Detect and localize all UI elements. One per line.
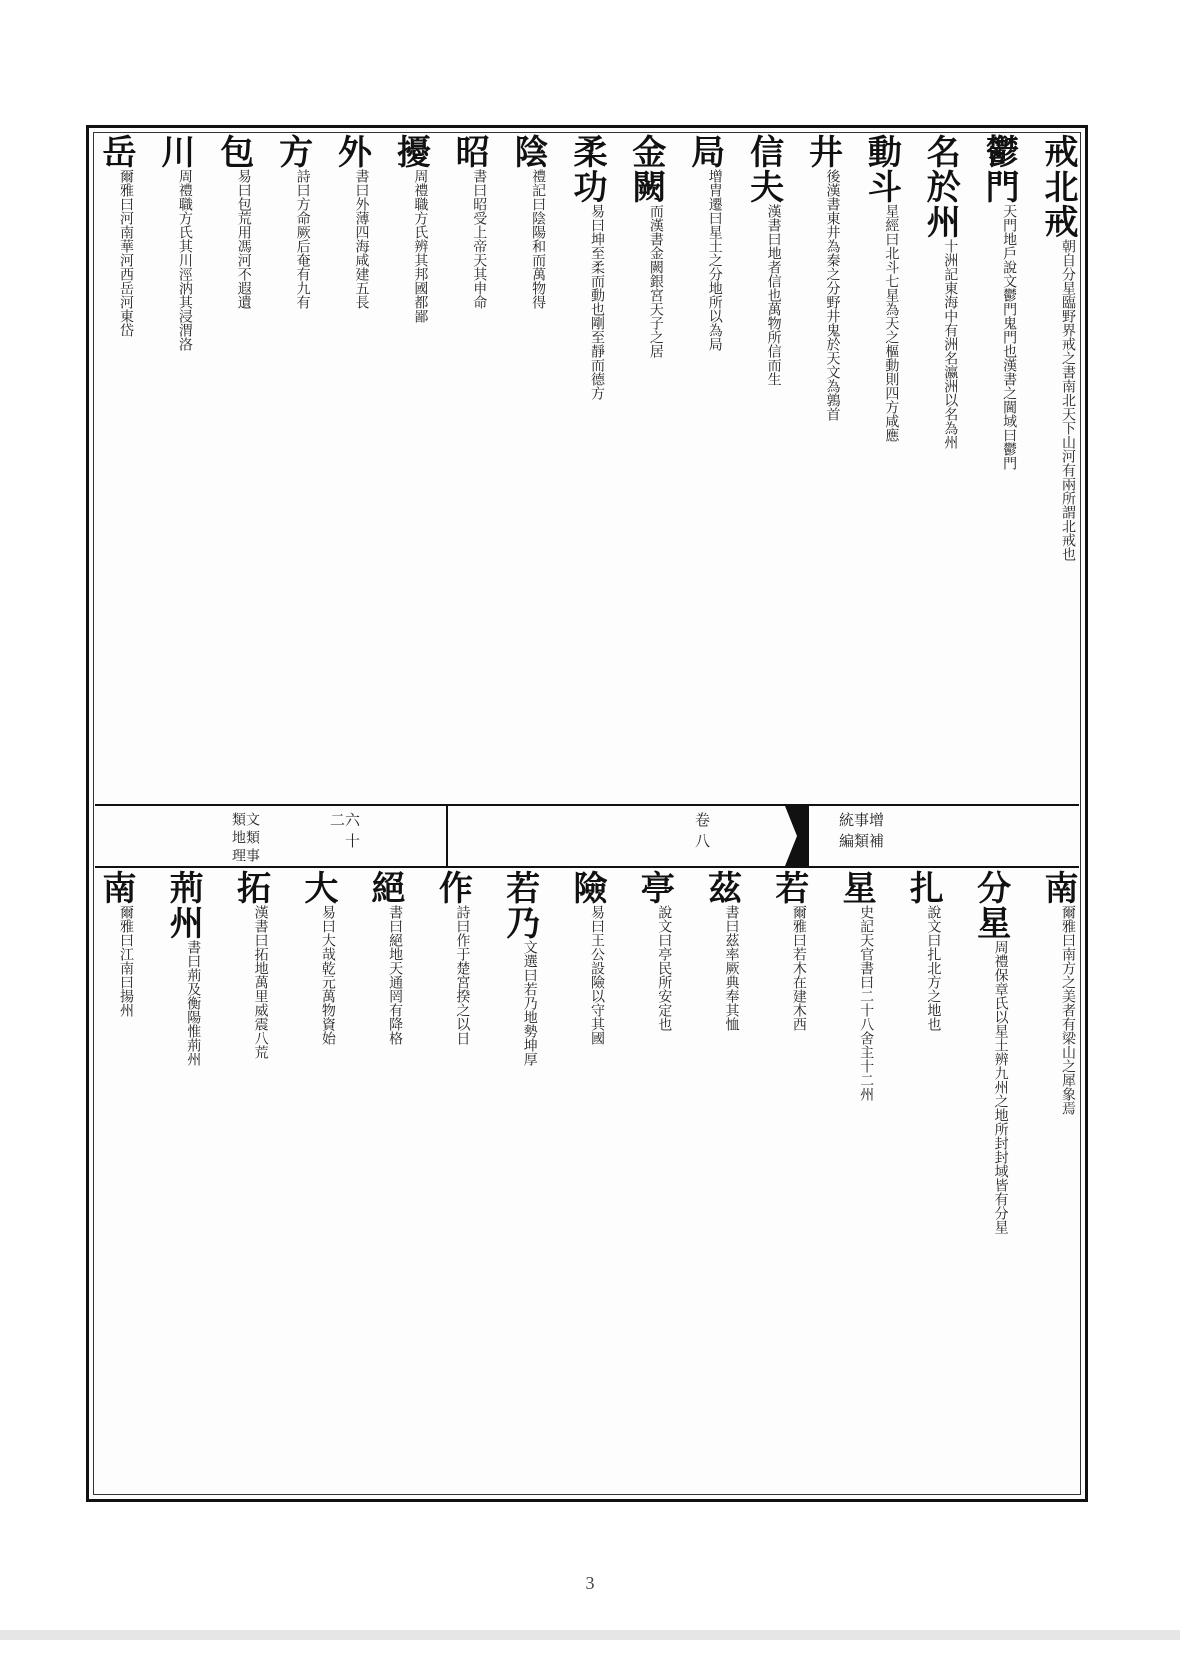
headword: 茲 bbox=[701, 870, 742, 905]
text-column bbox=[331, 134, 372, 802]
commentary: 周禮保章氏以星土辨九州之地所封封域皆有分星 bbox=[992, 940, 1009, 1234]
page-number: 3 bbox=[585, 1573, 595, 1593]
text-column bbox=[1037, 870, 1078, 1495]
commentary: 漢書曰地者信也萬物所信而生 bbox=[765, 204, 782, 386]
text-column bbox=[567, 134, 607, 802]
text-column bbox=[272, 134, 313, 802]
headword: 柔功 bbox=[567, 134, 607, 204]
category-label: 文類事類地理 bbox=[230, 812, 260, 866]
text-column bbox=[861, 134, 902, 802]
commentary: 易曰坤至柔而動也剛至靜而德方 bbox=[589, 204, 605, 400]
commentary: 易曰王公設險以守其國 bbox=[588, 905, 605, 1045]
headword: 若乃 bbox=[499, 870, 540, 940]
text-column bbox=[230, 870, 271, 1495]
commentary: 說文曰扎北方之地也 bbox=[925, 905, 942, 1031]
headword: 岳 bbox=[96, 134, 136, 169]
text-column bbox=[566, 870, 607, 1495]
lower-text-panel bbox=[95, 870, 1079, 1495]
headword: 外 bbox=[331, 134, 372, 169]
headword: 扎 bbox=[903, 870, 944, 905]
headword: 荊州 bbox=[163, 870, 204, 940]
text-column bbox=[979, 134, 1020, 802]
commentary: 書曰絕地天通罔有降格 bbox=[387, 905, 404, 1045]
page-heading-band bbox=[95, 804, 1079, 868]
commentary: 周禮職方氏其川涇汭其浸渭洛 bbox=[176, 169, 193, 351]
text-column bbox=[903, 870, 944, 1495]
headword: 局 bbox=[684, 134, 725, 169]
text-column bbox=[96, 134, 136, 802]
commentary: 而漢書金闕銀宮天子之居 bbox=[647, 204, 664, 358]
headword: 昭 bbox=[449, 134, 490, 169]
text-column bbox=[390, 134, 431, 802]
commentary: 增胄遷曰星土之分地所以為局 bbox=[706, 169, 723, 351]
commentary: 詩曰方命厥后奄有九有 bbox=[294, 169, 311, 309]
upper-text-panel bbox=[95, 134, 1079, 802]
text-column bbox=[970, 870, 1011, 1495]
text-column bbox=[96, 870, 136, 1495]
commentary: 史記天官書曰二十八舍主十二州 bbox=[858, 905, 875, 1101]
commentary: 爾雅曰河南華河西岳河東岱 bbox=[118, 169, 134, 337]
book-title: 增補事類統編 bbox=[837, 812, 885, 854]
text-column bbox=[920, 134, 961, 802]
headword: 陰 bbox=[508, 134, 549, 169]
commentary: 書曰昭受上帝天其申命 bbox=[471, 169, 488, 309]
headword: 名於州 bbox=[920, 134, 961, 239]
upper-columns bbox=[95, 134, 1079, 802]
commentary: 後漢書東井為秦之分野井鬼於天文為鶉首 bbox=[824, 169, 841, 421]
headword: 井 bbox=[802, 134, 843, 169]
headword: 大 bbox=[297, 870, 338, 905]
text-column bbox=[768, 870, 809, 1495]
folio-label: 六十二 bbox=[328, 812, 361, 854]
text-column bbox=[634, 870, 675, 1495]
text-column bbox=[836, 870, 877, 1495]
text-column bbox=[499, 870, 540, 1495]
commentary: 書曰外薄四海咸建五長 bbox=[353, 169, 370, 309]
commentary: 朝自分星臨野界戒之書南北天下山河有兩所謂北戒也 bbox=[1060, 239, 1076, 561]
commentary: 書曰茲率厥典奉其恤 bbox=[723, 905, 740, 1031]
commentary: 天門地戶說文鬱門鬼門也漢書之閫域曰鬱門 bbox=[1001, 204, 1018, 470]
commentary: 爾雅曰江南曰揚州 bbox=[118, 905, 134, 1017]
commentary: 漢書曰拓地萬里威震八荒 bbox=[252, 905, 269, 1059]
headword: 川 bbox=[154, 134, 195, 169]
commentary: 十洲記東海中有洲名瀛洲以名為州 bbox=[942, 239, 959, 449]
commentary: 周禮職方氏辨其邦國都鄙 bbox=[412, 169, 429, 323]
commentary: 書曰荊及衡陽惟荊州 bbox=[185, 940, 202, 1066]
headword: 鬱門 bbox=[979, 134, 1020, 204]
text-column bbox=[701, 870, 742, 1495]
headword: 分星 bbox=[970, 870, 1011, 940]
commentary: 星經曰北斗七星為天之樞動則四方咸應 bbox=[883, 204, 900, 442]
headword: 南 bbox=[1037, 870, 1078, 905]
headword: 作 bbox=[432, 870, 473, 905]
text-column bbox=[297, 870, 338, 1495]
headword: 動斗 bbox=[861, 134, 902, 204]
headword: 若 bbox=[768, 870, 809, 905]
commentary: 文選曰若乃地勢坤厚 bbox=[521, 940, 538, 1066]
text-column bbox=[154, 134, 195, 802]
text-column bbox=[365, 870, 406, 1495]
headword: 絕 bbox=[365, 870, 406, 905]
headword: 拓 bbox=[230, 870, 271, 905]
text-column bbox=[743, 134, 784, 802]
commentary: 爾雅曰南方之美者有梁山之犀象焉 bbox=[1059, 905, 1076, 1115]
fishtail-marker-lower bbox=[435, 806, 459, 866]
headword: 南 bbox=[96, 870, 136, 905]
commentary: 易曰包荒用馮河不遐遺 bbox=[235, 169, 252, 309]
commentary: 禮記曰陰陽和而萬物得 bbox=[530, 169, 547, 309]
headword: 金闕 bbox=[625, 134, 666, 204]
text-column bbox=[625, 134, 666, 802]
scan-edge bbox=[0, 1630, 1180, 1640]
fishtail-marker bbox=[785, 806, 809, 866]
headword: 戒北戒 bbox=[1038, 134, 1078, 239]
text-column bbox=[802, 134, 843, 802]
text-column bbox=[449, 134, 490, 802]
text-column bbox=[508, 134, 549, 802]
text-column bbox=[684, 134, 725, 802]
headword: 險 bbox=[566, 870, 607, 905]
headword: 星 bbox=[836, 870, 877, 905]
text-column bbox=[1038, 134, 1078, 802]
headword: 包 bbox=[213, 134, 254, 169]
juan-label: 卷八 bbox=[693, 812, 711, 854]
headword: 方 bbox=[272, 134, 313, 169]
lower-columns bbox=[95, 870, 1079, 1495]
text-column bbox=[213, 134, 254, 802]
text-column bbox=[163, 870, 204, 1495]
text-column bbox=[432, 870, 473, 1495]
headword: 擾 bbox=[390, 134, 431, 169]
commentary: 爾雅曰若木在建木西 bbox=[790, 905, 807, 1031]
headword: 亭 bbox=[634, 870, 675, 905]
commentary: 說文曰亭民所安定也 bbox=[656, 905, 673, 1031]
commentary: 易曰大哉乾元萬物資始 bbox=[319, 905, 336, 1045]
page-sheet bbox=[86, 125, 1088, 1502]
headword: 信夫 bbox=[743, 134, 784, 204]
commentary: 詩曰作于楚宮揆之以日 bbox=[454, 905, 471, 1045]
